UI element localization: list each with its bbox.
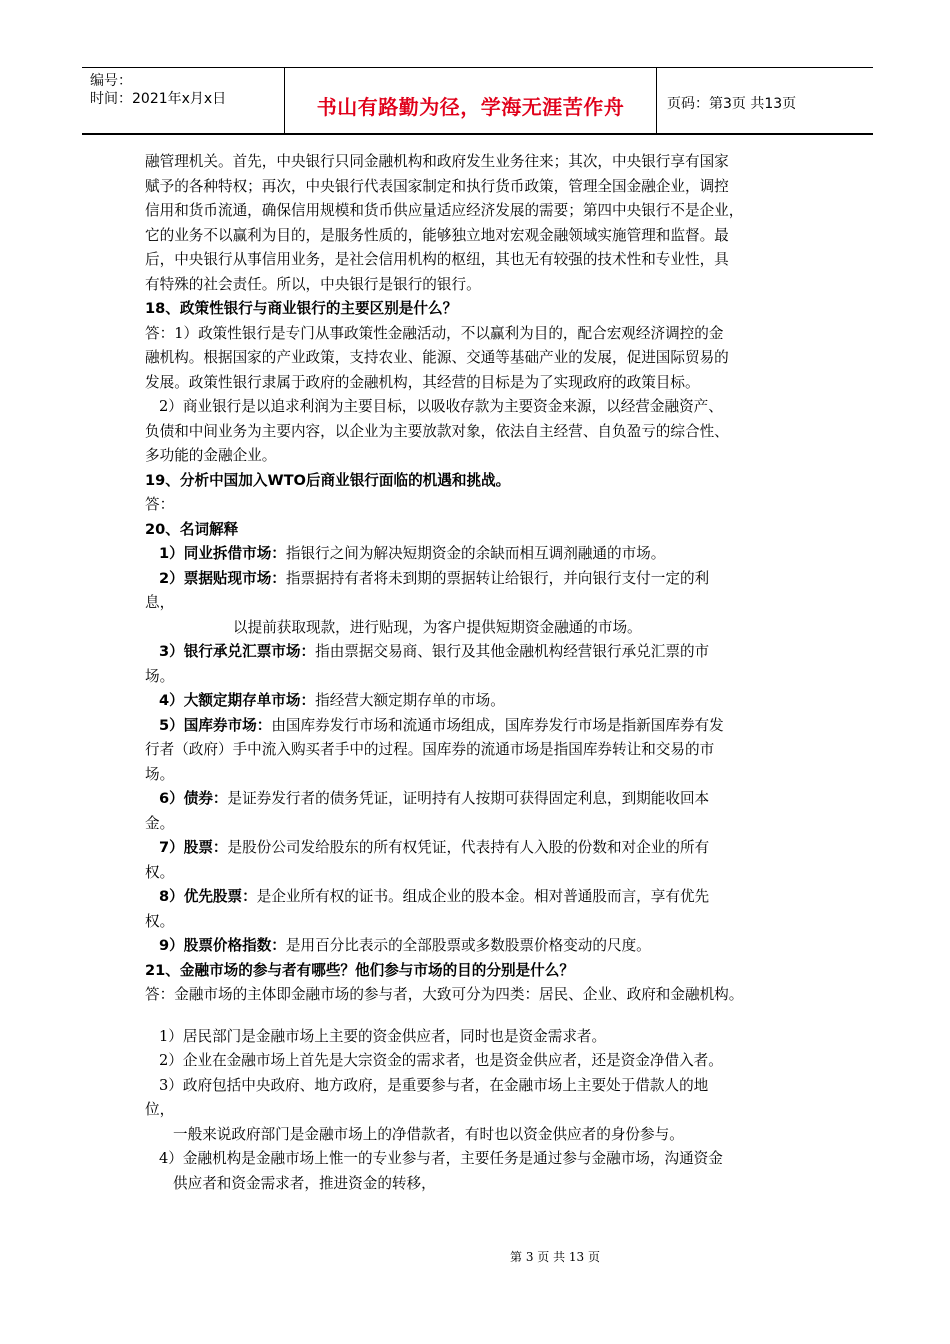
body-line: 赋予的各种特权；再次，中央银行代表国家制定和执行货币政策，管理全国金融企业，调控: [145, 177, 729, 195]
answer-line: 多功能的金融企业。: [145, 447, 277, 464]
document-body: [145, 150, 835, 1196]
term-continuation: 息，: [145, 594, 175, 611]
page-header: [82, 67, 873, 135]
term-item: [145, 787, 835, 812]
header-page-number: 页码：第3页 共13页: [667, 96, 797, 112]
term-definition: 指由票据交易商、银行及其他金融机构经营银行承兑汇票的市: [315, 643, 710, 660]
body-line: 有特殊的社会责任。所以，中央银行是银行的银行。: [145, 275, 481, 293]
answer-line: 答：: [145, 496, 175, 513]
term-item: [145, 640, 835, 665]
question-21-title: 21、金融市场的参与者有哪些？他们参与市场的目的分别是什么？: [145, 961, 574, 979]
body-line: 它的业务不以赢利为目的，是服务性质的，能够独立地对宏观金融领域实施管理和监督。最: [145, 226, 729, 244]
answer-line: 一般来说政府部门是金融市场上的净借款者，有时也以资金供应者的身份参与。: [173, 1125, 684, 1143]
header-bottom-rule: [82, 133, 873, 135]
term-definition: 是股份公司发给股东的所有权凭证，代表持有人入股的份数和对企业的所有: [227, 839, 710, 856]
answer-line: 位，: [145, 1101, 175, 1118]
answer-line: 3）政府包括中央政府、地方政府，是重要参与者，在金融市场上主要处于借款人的地: [159, 1076, 709, 1094]
term-name: 8）优先股票：: [159, 888, 257, 905]
term-item: [145, 567, 835, 592]
term-item: [145, 836, 835, 861]
answer-line: 供应者和资金需求者，推进资金的转移，: [173, 1174, 436, 1192]
header-divider: [656, 67, 657, 135]
term-name: 9）股票价格指数：: [159, 937, 286, 954]
term-name: 3）银行承兑汇票市场：: [159, 643, 316, 660]
question-20-title: 20、名词解释: [145, 520, 239, 538]
header-top-rule: [82, 67, 873, 68]
term-name: 1）同业拆借市场：: [159, 545, 286, 562]
answer-line: 答：1）政策性银行是专门从事政策性金融活动，不以赢利为目的，配合宏观经济调控的金: [145, 324, 724, 342]
answer-line: 1）居民部门是金融市场上主要的资金供应者，同时也是资金需求者。: [159, 1027, 607, 1045]
header-meta: [90, 72, 226, 108]
term-definition: 由国库券发行市场和流通市场组成，国库券发行市场是指新国库券有发: [271, 716, 724, 734]
answer-line: 4）金融机构是金融市场上惟一的专业参与者，主要任务是通过参与金融市场，沟通资金: [159, 1150, 723, 1167]
answer-line: 2）企业在金融市场上首先是大宗资金的需求者，也是资金供应者，还是资金净借入者。: [159, 1052, 723, 1069]
answer-line: 2）商业银行是以追求利润为主要目标，以吸收存款为主要资金来源，以经营金融资产、: [159, 398, 723, 415]
answer-line: 发展。政策性银行隶属于政府的金融机构，其经营的目标是为了实现政府的政策目标。: [145, 373, 700, 391]
term-definition: 指经营大额定期存单的市场。: [315, 692, 505, 709]
body-line: 信用和货币流通，确保信用规模和货币供应量适应经济发展的需要；第四中央银行不是企业，: [145, 202, 744, 219]
term-item: [145, 885, 835, 910]
term-definition: 是证券发行者的债务凭证，证明持有人按期可获得固定利息，到期能收回本: [227, 790, 710, 807]
term-definition: 是企业所有权的证书。组成企业的股本金。相对普通股而言，享有优先: [256, 888, 710, 905]
term-item: [145, 934, 835, 959]
body-line: 融管理机关。首先，中央银行只同金融机构和政府发生业务往来；其次，中央银行享有国家: [145, 153, 729, 170]
term-continuation: 权。: [145, 912, 175, 930]
blank-gap: [145, 1008, 835, 1025]
term-name: 4）大额定期存单市场：: [159, 692, 316, 709]
answer-line: 融机构。根据国家的产业政策，支持农业、能源、交通等基础产业的发展，促进国际贸易的: [145, 349, 729, 366]
term-name: 6）债券：: [159, 790, 228, 807]
number-label: 编号：: [90, 73, 132, 89]
question-18-title: 18、政策性银行与商业银行的主要区别是什么？: [145, 300, 458, 317]
term-continuation: 场。: [145, 765, 175, 783]
time-label: 时间：2021年x月x日: [90, 91, 227, 107]
term-name: 5）国库券市场：: [159, 716, 272, 734]
term-definition: 指银行之间为解决短期资金的余缺而相互调剂融通的市场。: [285, 545, 666, 562]
answer-line: 负债和中间业务为主要内容，以企业为主要放款对象，依法自主经营、自负盈亏的综合性、: [145, 422, 729, 440]
term-name: 2）票据贴现市场：: [159, 569, 286, 587]
term-item: [145, 689, 835, 714]
header-motto: 书山有路勤为径，学海无涯苦作舟: [316, 95, 625, 119]
term-item: [145, 714, 835, 739]
term-item: [145, 542, 835, 567]
term-name: 7）股票：: [159, 839, 228, 856]
term-continuation: 金。: [145, 814, 175, 832]
term-continuation: 场。: [145, 667, 175, 685]
answer-line: 答：金融市场的主体即金融市场的参与者，大致可分为四类：居民、企业、政府和金融机构。: [145, 986, 744, 1003]
term-continuation: 以提前获取现款，进行贴现，为客户提供短期资金融通的市场。: [233, 618, 642, 636]
term-continuation: 行者（政府）手中流入购买者手中的过程。国库券的流通市场是指国库券转让和交易的市: [145, 741, 715, 758]
term-definition: 指票据持有者将未到期的票据转让给银行，并向银行支付一定的利: [285, 569, 710, 587]
term-definition: 是用百分比表示的全部股票或多数股票价格变动的尺度。: [285, 937, 651, 954]
page-footer: 第 3 页 共 13 页: [510, 1250, 600, 1264]
question-19-title: 19、分析中国加入WTO后商业银行面临的机遇和挑战。: [145, 471, 511, 489]
term-continuation: 权。: [145, 863, 175, 881]
body-line: 后，中央银行从事信用业务，是社会信用机构的枢纽，其也无有较强的技术性和专业性，具: [145, 251, 729, 268]
